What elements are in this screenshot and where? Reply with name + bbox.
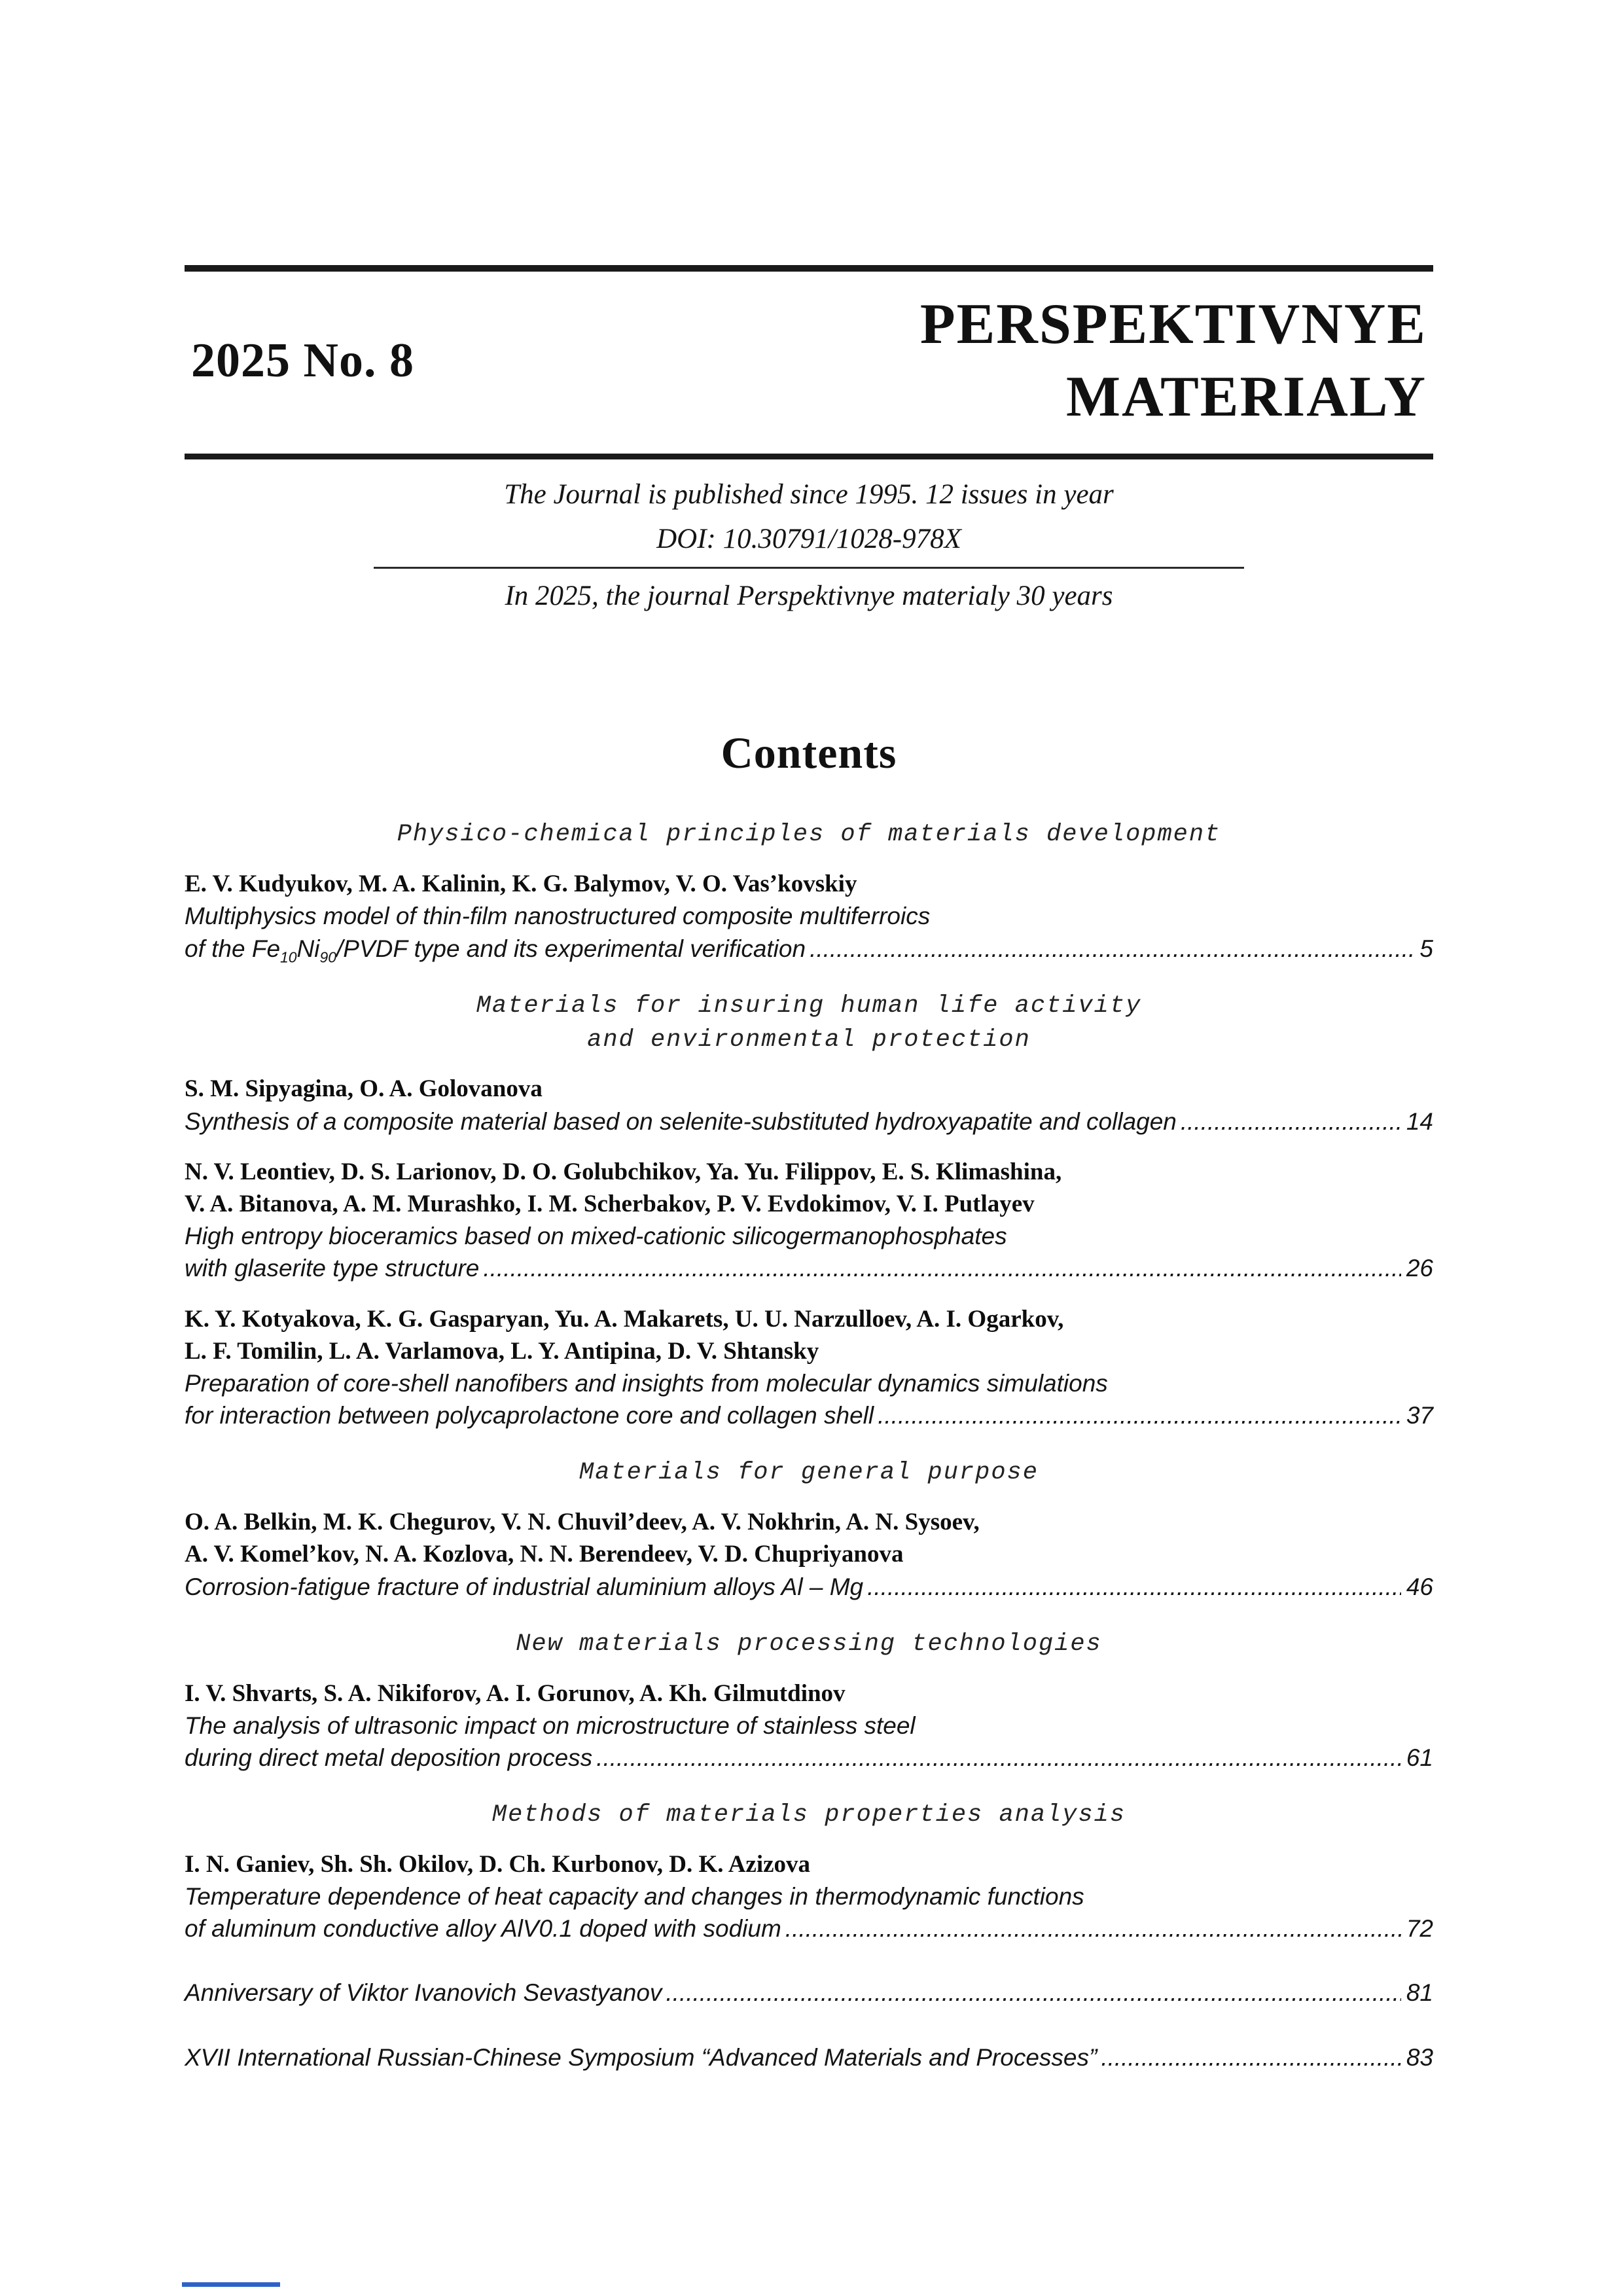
entry-last-text: Corrosion-fatigue fracture of industrial aluminium alloys Al – Mg: [185, 1573, 864, 1600]
dot-leader: [1101, 2041, 1401, 2073]
section-heading: [185, 990, 1433, 1058]
entry-authors-line: E. V. Kudyukov, M. A. Kalinin, K. G. Balymov, V. O. Vas’kovskiy: [185, 870, 857, 898]
toc-extra-items: [185, 1977, 1433, 2073]
section-heading: [185, 818, 1433, 852]
entry-last-text: during direct metal deposition process: [185, 1744, 593, 1771]
page-number: 72: [1406, 1915, 1433, 1943]
contents-title: Contents: [721, 728, 897, 778]
entry-title-line: The analysis of ultrasonic impact on microstructure of stainless steel: [185, 1712, 916, 1739]
toc-section-human-life: [185, 990, 1433, 1432]
entry-authors-line: S. M. Sipyagina, O. A. Golovanova: [185, 1075, 543, 1103]
entry-last-line: [185, 1399, 1433, 1431]
entry-last-text: [185, 933, 806, 965]
toc-entry: [185, 868, 1433, 965]
toc-entry: [185, 1677, 1433, 1774]
entry-last-line: [185, 1571, 1433, 1603]
entry-last-text: XVII International Russian-Chinese Symposium “Advanced Materials and Processes”: [185, 2043, 1097, 2071]
entry-authors-line: A. V. Komel’kov, N. A. Kozlova, N. N. Berendeev, V. D. Chupriyanova: [185, 1541, 904, 1568]
dot-leader: [878, 1399, 1401, 1431]
section-heading-line: Materials for general purpose: [579, 1459, 1039, 1487]
entry-authors-line: L. F. Tomilin, L. A. Varlamova, L. Y. Antipina, D. V. Shtansky: [185, 1337, 819, 1365]
section-heading-line: New materials processing technologies: [516, 1630, 1102, 1658]
dot-leader: [666, 1977, 1400, 2009]
journal-name: [920, 289, 1427, 434]
page-number: 26: [1406, 1255, 1433, 1282]
doi-line: DOI: 10.30791/1028-978X: [374, 520, 1244, 569]
toc-entry: [185, 1156, 1433, 1285]
entry-last-text: with glaserite type structure: [185, 1255, 480, 1282]
entry-last-text: of aluminum conductive alloy AlV0.1 doped with sodium: [185, 1915, 781, 1943]
toc-section-physico-chemical: [185, 818, 1433, 964]
entry-title-line: Temperature dependence of heat capacity and changes in thermodynamic functions: [185, 1883, 1084, 1910]
header-bottom-rule: [185, 454, 1433, 459]
published-since-line: The Journal is published since 1995. 12 issues in year: [504, 478, 1114, 510]
entry-last-line: [185, 933, 1433, 965]
entry-authors-line: I. N. Ganiev, Sh. Sh. Okilov, D. Ch. Kurbonov, D. K. Azizova: [185, 1850, 811, 1878]
last-text-part: /PVDF type and its experimental verification: [336, 935, 806, 962]
entry-title-line: High entropy bioceramics based on mixed-cationic silicogermanophosphates: [185, 1223, 1007, 1250]
entry-last-line: [185, 1742, 1433, 1774]
entry-last-line: [185, 2041, 1433, 2073]
header-top-rule: [185, 265, 1433, 272]
subscript: 10: [280, 948, 297, 965]
entry-last-line: [185, 1977, 1433, 2009]
toc-section-processing-technologies: [185, 1628, 1433, 1774]
section-heading-line: Materials for insuring human life activity: [476, 992, 1142, 1020]
toc-section-properties-analysis: [185, 1799, 1433, 1945]
entry-last-line: [185, 1252, 1433, 1284]
entry-last-line: [185, 1105, 1433, 1138]
dot-leader: [1181, 1105, 1401, 1138]
section-heading-line: Physico-chemical principles of materials development: [397, 821, 1221, 849]
journal-subtitle-block: [185, 475, 1433, 617]
toc-section-general-purpose: [185, 1456, 1433, 1602]
dot-leader: [867, 1571, 1401, 1603]
entry-last-line: [185, 1912, 1433, 1945]
dot-leader: [596, 1742, 1401, 1774]
entry-last-text: Synthesis of a composite material based on selenite-substituted hydroxyapatite and collagen: [185, 1107, 1177, 1135]
toc-entry: [185, 1506, 1433, 1603]
entry-last-text: Anniversary of Viktor Ivanovich Sevastyanov: [185, 1979, 662, 2006]
page-number: 61: [1406, 1744, 1433, 1771]
entry-authors-line: O. A. Belkin, M. K. Chegurov, V. N. Chuvil’deev, A. V. Nokhrin, A. N. Sysoev,: [185, 1509, 980, 1536]
toc-entry: [185, 1303, 1433, 1432]
dot-leader: [483, 1252, 1400, 1284]
page-number: 83: [1406, 2043, 1433, 2071]
page-number: 81: [1406, 1979, 1433, 2006]
toc-entry: [185, 1073, 1433, 1137]
page-number: 14: [1406, 1107, 1433, 1135]
entry-authors-line: V. A. Bitanova, A. M. Murashko, I. M. Scherbakov, P. V. Evdokimov, V. I. Putlayev: [185, 1190, 1035, 1217]
entry-last-text: for interaction between polycaprolactone core and collagen shell: [185, 1402, 874, 1429]
page-number: 46: [1406, 1573, 1433, 1600]
last-text-part: Ni: [296, 935, 320, 962]
journal-name-line2: MATERIALY: [1066, 365, 1427, 429]
toc-entry: [185, 1848, 1433, 1945]
journal-header: [185, 272, 1433, 454]
last-text-part: of the Fe: [185, 935, 281, 962]
page-number: 37: [1406, 1402, 1433, 1429]
entry-title-line: Preparation of core-shell nanofibers and insights from molecular dynamics simulations: [185, 1369, 1108, 1397]
issue-label: 2025 No. 8: [191, 334, 414, 388]
journal-name-line1: PERSPEKTIVNYE: [919, 293, 1427, 356]
subscript: 90: [319, 948, 337, 965]
section-heading: [185, 1456, 1433, 1490]
section-heading-line: Methods of materials properties analysis: [491, 1801, 1126, 1829]
entry-authors-line: N. V. Leontiev, D. S. Larionov, D. O. Golubchikov, Ya. Yu. Filippov, E. S. Klimashina,: [185, 1158, 1062, 1185]
dot-leader: [810, 933, 1414, 965]
entry-authors-line: I. V. Shvarts, S. A. Nikiforov, A. I. Gorunov, A. Kh. Gilmutdinov: [185, 1679, 846, 1707]
anniversary-line: In 2025, the journal Perspektivnye materialy 30 years: [505, 581, 1113, 612]
footer-mark: [182, 2282, 280, 2287]
section-heading: [185, 1628, 1433, 1662]
entry-title-line: Multiphysics model of thin-film nanostructured composite multiferroics: [185, 903, 931, 930]
section-heading-line: and environmental protection: [587, 1026, 1031, 1054]
section-heading: [185, 1799, 1433, 1833]
dot-leader: [785, 1912, 1401, 1945]
page-number: 5: [1419, 935, 1433, 962]
entry-authors-line: K. Y. Kotyakova, K. G. Gasparyan, Yu. A. Makarets, U. U. Narzulloev, A. I. Ogarkov,: [185, 1305, 1064, 1333]
